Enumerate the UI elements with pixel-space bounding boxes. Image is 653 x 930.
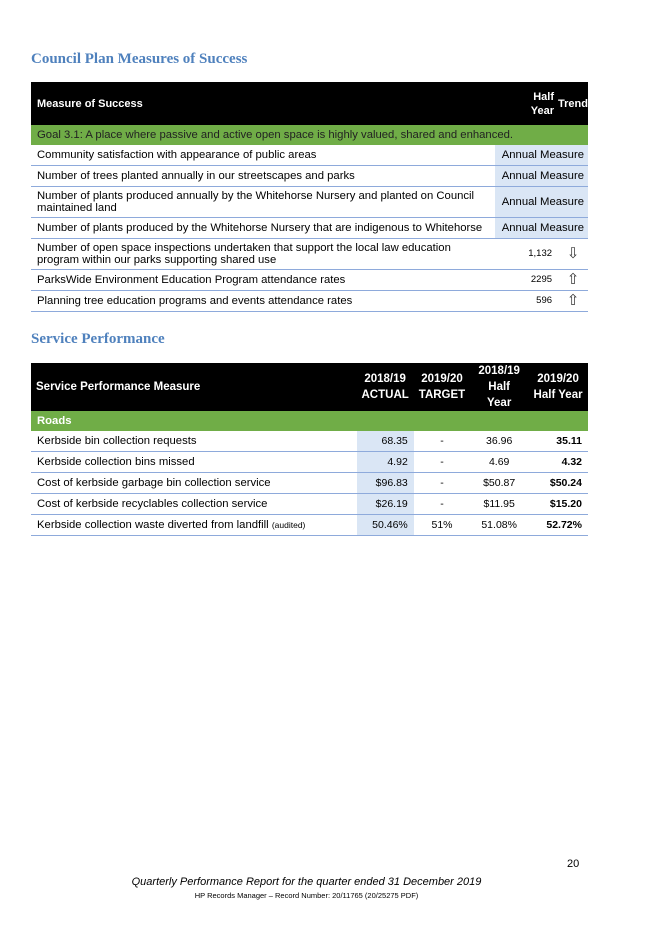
half-year-value: 2295 [495,270,558,291]
annual-measure-cell: Annual Measure [495,145,588,166]
table-row [31,218,588,239]
curr-half-year-cell: 52.72% [528,515,588,536]
table-row [31,166,588,187]
actual-header [357,363,414,411]
prev-half-year-cell: 36.96 [470,431,528,452]
half-year-value: 1,132 [495,239,558,270]
measure-cell: Number of open space inspections undertaken that support the local law education program within our parks supporting shared use [31,239,495,270]
footer-record-number: HP Records Manager – Record Number: 20/11765 (20/25275 PDF) [194,891,419,900]
target-header-label: TARGET [418,389,466,401]
down-arrow-icon: ⇩ [558,239,588,270]
curr-half-year-header-label: Half Year [533,389,583,401]
table-row [31,431,588,452]
trend-header: Trend [558,82,588,125]
measure-cell: Community satisfaction with appearance of public areas [31,145,495,166]
table-row [31,291,588,312]
table-row [31,145,588,166]
table-row [31,452,588,473]
service-performance-header-row [31,363,588,411]
service-measure-cell [31,515,357,536]
target-cell: - [414,473,470,494]
curr-half-year-cell: 4.32 [528,452,588,473]
actual-header-year: 2018/19 [364,373,406,385]
page-number: 20 [567,858,580,870]
half-year-header-line2: Year [530,104,555,117]
council-plan-table [31,82,588,312]
prev-half-year-cell: 51.08% [470,515,528,536]
table-row [31,494,588,515]
service-performance-heading: Service Performance [31,331,165,347]
half-year-value: 596 [495,291,558,312]
table-row [31,270,588,291]
half-year-header [495,82,558,125]
curr-half-year-cell: $50.24 [528,473,588,494]
council-plan-heading: Council Plan Measures of Success [31,51,248,67]
half-year-header-line1: Half [533,90,555,103]
up-arrow-icon: ⇧ [558,291,588,312]
actual-cell: $96.83 [357,473,414,494]
actual-cell: 50.46% [357,515,414,536]
measure-header: Measure of Success [31,82,495,125]
prev-half-year-header-label: Half Year [487,381,512,409]
target-cell: - [414,494,470,515]
target-header [414,363,470,411]
curr-half-year-header [528,363,588,411]
curr-half-year-header-year: 2019/20 [537,373,579,385]
prev-half-year-cell: 4.69 [470,452,528,473]
curr-half-year-cell: 35.11 [528,431,588,452]
curr-half-year-cell: $15.20 [528,494,588,515]
actual-cell: 4.92 [357,452,414,473]
actual-header-label: ACTUAL [361,389,409,401]
audited-note: (audited) [271,520,306,530]
annual-measure-cell: Annual Measure [495,218,588,239]
service-performance-table [31,363,588,536]
table-row [31,187,588,218]
prev-half-year-header [470,363,528,411]
actual-cell: $26.19 [357,494,414,515]
measure-cell: Number of plants produced by the Whitehorse Nursery that are indigenous to Whitehorse [31,218,495,239]
measure-cell: Number of trees planted annually in our streetscapes and parks [31,166,495,187]
service-measure-cell: Cost of kerbside recyclables collection service [31,494,357,515]
prev-half-year-cell: $50.87 [470,473,528,494]
prev-half-year-header-year: 2018/19 [478,365,520,377]
target-cell: - [414,452,470,473]
service-measure-cell: Kerbside bin collection requests [31,431,357,452]
category-row-roads: Roads [31,411,588,431]
target-cell: - [414,431,470,452]
up-arrow-icon: ⇧ [558,270,588,291]
footer-title: Quarterly Performance Report for the quarter ended 31 December 2019 [131,876,482,888]
service-measure-cell: Cost of kerbside garbage bin collection service [31,473,357,494]
service-measure-header: Service Performance Measure [31,363,357,411]
table-row [31,239,588,270]
target-header-year: 2019/20 [421,373,463,385]
table-row [31,515,588,536]
council-plan-header-row [31,82,588,125]
target-cell: 51% [414,515,470,536]
service-measure-text: Kerbside collection waste diverted from landfill [37,519,269,531]
goal-row: Goal 3.1: A place where passive and active open space is highly valued, shared and enhanced. [31,125,588,145]
service-measure-cell: Kerbside collection bins missed [31,452,357,473]
measure-cell: Planning tree education programs and events attendance rates [31,291,495,312]
annual-measure-cell: Annual Measure [495,187,588,218]
measure-cell: Number of plants produced annually by the Whitehorse Nursery and planted on Council maintained land [31,187,495,218]
table-row [31,473,588,494]
annual-measure-cell: Annual Measure [495,166,588,187]
actual-cell: 68.35 [357,431,414,452]
measure-cell: ParksWide Environment Education Program attendance rates [31,270,495,291]
prev-half-year-cell: $11.95 [470,494,528,515]
